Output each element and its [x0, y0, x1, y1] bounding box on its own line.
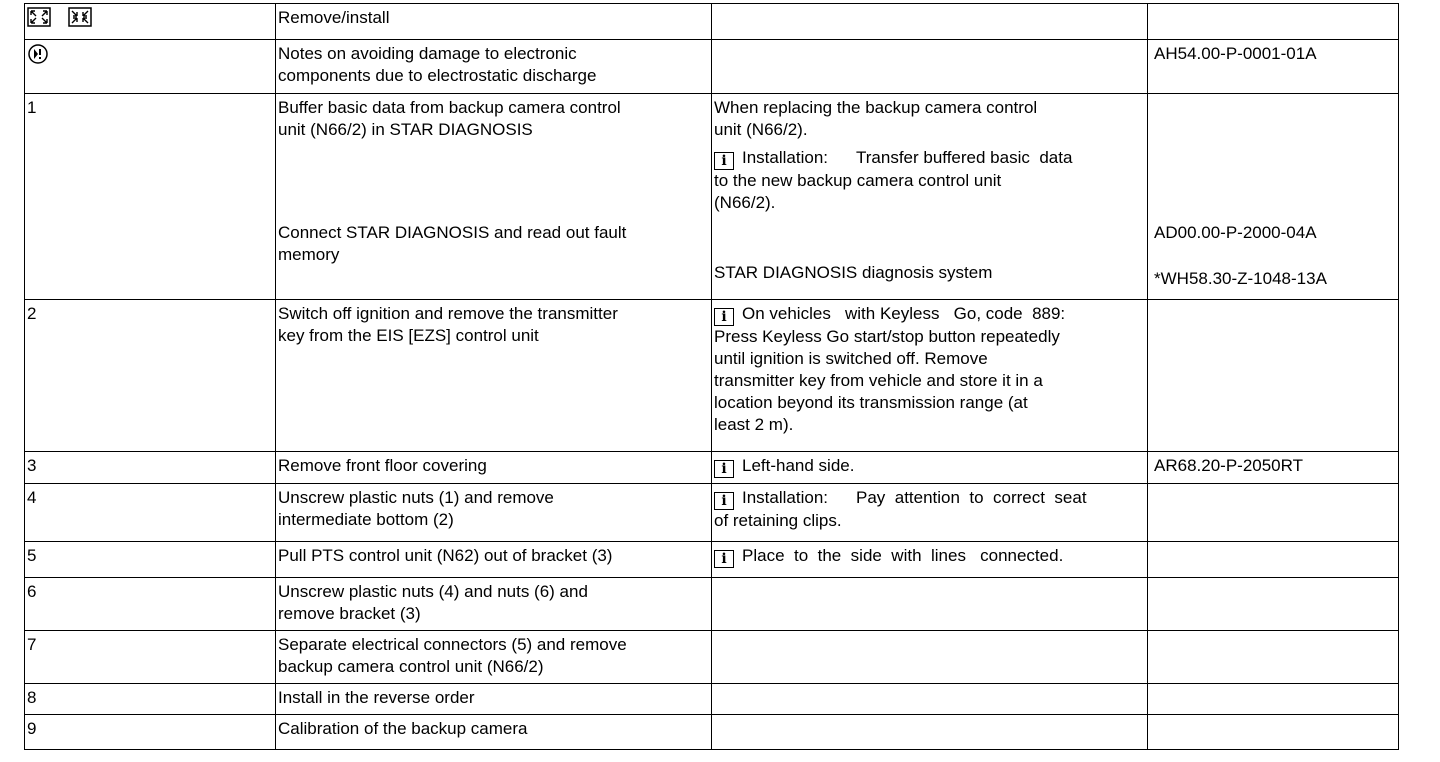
step-number [25, 578, 276, 631]
step-info-line: to the new backup camera control unit [714, 171, 1002, 190]
info-text: Pay attention to correct seat [856, 488, 1087, 507]
step-number [25, 484, 276, 542]
esd-action-line: components due to electrostatic discharge [278, 66, 597, 85]
step-ref-cell [1148, 300, 1399, 452]
step-action-cell [276, 578, 712, 631]
info-text: Transfer buffered basic data [856, 148, 1073, 167]
step-number-text: 5 [27, 546, 37, 565]
step-number-text: 6 [27, 582, 37, 601]
header-ref-cell [1148, 4, 1399, 40]
info-label: Installation: [742, 488, 828, 507]
step-note-cell [712, 484, 1148, 542]
step-info-line: until ignition is switched off. Remove [714, 349, 988, 368]
info-icon: i [714, 460, 734, 478]
info-icon: i [714, 550, 734, 568]
step-ref-cell [1148, 631, 1399, 684]
step-action-line: Unscrew plastic nuts (1) and remove [278, 488, 554, 507]
esd-note-cell [712, 40, 1148, 94]
step-action-line: backup camera control unit (N66/2) [278, 657, 544, 676]
step-action-cell [276, 631, 712, 684]
step-action-cell [276, 715, 712, 750]
step-sub-ref-link[interactable]: AD00.00-P-2000-04A [1154, 223, 1317, 242]
step-note-cell [712, 300, 1148, 452]
table-row [25, 94, 1399, 300]
step-note-cell [712, 578, 1148, 631]
info-label: Installation: [742, 148, 828, 167]
step-action-line: Separate electrical connectors (5) and remove [278, 635, 627, 654]
step-number [25, 94, 276, 300]
table-row [25, 578, 1399, 631]
step-action-cell [276, 484, 712, 542]
step-sub-note: STAR DIAGNOSIS diagnosis system [714, 263, 993, 282]
step-number-text: 3 [27, 456, 37, 475]
step-number-text: 1 [27, 98, 37, 117]
step-info-line [714, 147, 1144, 170]
step-number-text: 8 [27, 688, 37, 707]
step-number [25, 300, 276, 452]
esd-ref-cell [1148, 40, 1399, 94]
table-row [25, 684, 1399, 715]
table-row [25, 484, 1399, 542]
step-ref-cell [1148, 715, 1399, 750]
step-note-cell [712, 542, 1148, 578]
step-note-line: unit (N66/2). [714, 120, 808, 139]
info-text: Place to the side with lines connected. [742, 546, 1064, 565]
info-icon: i [714, 492, 734, 510]
info-icon: i [714, 152, 734, 170]
table-row [25, 300, 1399, 452]
step-number [25, 684, 276, 715]
step-number-text: 9 [27, 719, 37, 738]
step-action-cell [276, 452, 712, 484]
info-text: Left-hand side. [742, 456, 855, 475]
step-number-text: 7 [27, 635, 37, 654]
step-action-line: key from the EIS [EZS] control unit [278, 326, 539, 345]
step-info-line: of retaining clips. [714, 511, 842, 530]
step-info-line: (N66/2). [714, 193, 776, 212]
step-ref-cell [1148, 684, 1399, 715]
step-action: Calibration of the backup camera [278, 719, 528, 738]
table-header-row [25, 4, 1399, 40]
step-sub-action-line: Connect STAR DIAGNOSIS and read out fault [278, 223, 627, 242]
esd-action-cell [276, 40, 712, 94]
esd-row [25, 40, 1399, 94]
esd-icon-cell [25, 40, 276, 94]
header-action-label: Remove/install [278, 8, 390, 27]
step-note-cell [712, 715, 1148, 750]
info-icon: i [714, 308, 734, 326]
step-action-cell [276, 94, 712, 300]
step-number-text: 2 [27, 304, 37, 323]
esd-action-line: Notes on avoiding damage to electronic [278, 44, 577, 63]
procedure-table [24, 3, 1399, 750]
step-info-line: Press Keyless Go start/stop button repeatedly [714, 327, 1060, 346]
table-row [25, 542, 1399, 578]
step-action-line: Switch off ignition and remove the transmitter [278, 304, 618, 323]
step-info-line [714, 487, 1144, 510]
step-action: Remove front floor covering [278, 456, 487, 475]
step-number-text: 4 [27, 488, 37, 507]
step-number [25, 631, 276, 684]
remove-icon [27, 7, 51, 27]
step-ref-link[interactable]: AR68.20-P-2050RT [1154, 456, 1303, 475]
step-action-line: remove bracket (3) [278, 604, 421, 623]
step-ref-cell [1148, 452, 1399, 484]
step-note-cell [712, 452, 1148, 484]
table-row [25, 631, 1399, 684]
info-text: On vehicles with Keyless Go, code 889: [742, 304, 1066, 323]
esd-warning-icon [27, 43, 272, 65]
step-note-cell [712, 631, 1148, 684]
header-note-cell [712, 4, 1148, 40]
step-ref-cell [1148, 542, 1399, 578]
step-sub-note-ref-link[interactable]: *WH58.30-Z-1048-13A [1154, 269, 1327, 288]
header-action-cell [276, 4, 712, 40]
table-row [25, 715, 1399, 750]
header-icons-cell [25, 4, 276, 40]
step-action-cell [276, 542, 712, 578]
step-action-line: Unscrew plastic nuts (4) and nuts (6) and [278, 582, 588, 601]
step-note-line: When replacing the backup camera control [714, 98, 1038, 117]
esd-ref-link[interactable]: AH54.00-P-0001-01A [1154, 44, 1317, 63]
step-number [25, 452, 276, 484]
step-number [25, 542, 276, 578]
step-sub-action-line: memory [278, 245, 340, 264]
step-info-line: location beyond its transmission range (at [714, 393, 1028, 412]
step-note-cell [712, 94, 1148, 300]
step-action-line: unit (N66/2) in STAR DIAGNOSIS [278, 120, 533, 139]
step-action: Install in the reverse order [278, 688, 475, 707]
step-action-line: Buffer basic data from backup camera control [278, 98, 621, 117]
step-ref-cell [1148, 94, 1399, 300]
table-row [25, 452, 1399, 484]
step-info-line: least 2 m). [714, 415, 794, 434]
step-number [25, 715, 276, 750]
step-action-cell [276, 300, 712, 452]
step-ref-cell [1148, 578, 1399, 631]
step-action-line: intermediate bottom (2) [278, 510, 454, 529]
step-ref-cell [1148, 484, 1399, 542]
step-action: Pull PTS control unit (N62) out of bracket (3) [278, 546, 613, 565]
install-icon [68, 7, 92, 27]
step-action-cell [276, 684, 712, 715]
step-info-line [714, 303, 1144, 326]
step-info-line: transmitter key from vehicle and store it in a [714, 371, 1043, 390]
step-note-cell [712, 684, 1148, 715]
